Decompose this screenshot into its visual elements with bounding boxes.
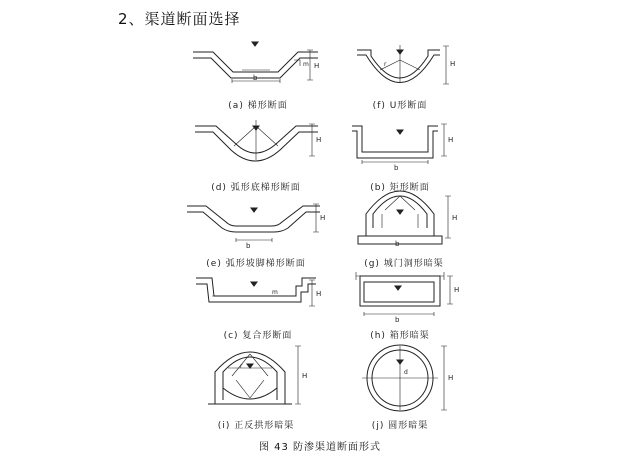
section-e-arc-foot: [187, 204, 320, 242]
section-d-arc-bottom: [195, 120, 318, 161]
section-b-rectangle: [352, 124, 447, 164]
dim-h-b: H: [448, 136, 454, 144]
caption-h: (h) 箱形暗渠: [370, 331, 430, 341]
dim-d-j: d: [404, 369, 408, 376]
caption-d: (d) 弧形底梯形断面: [211, 183, 301, 193]
section-h-box: [356, 272, 453, 316]
dim-b-a: b: [253, 74, 258, 82]
dim-h-d: H: [316, 136, 322, 144]
dim-m-c: m: [272, 289, 278, 296]
section-g-city-gate: [358, 191, 451, 244]
dim-h-h: H: [454, 286, 460, 294]
caption-j: (j) 圆形暗渠: [371, 421, 429, 431]
caption-c: (c) 复合形断面: [223, 331, 293, 341]
dim-b-e: b: [246, 242, 251, 250]
dim-m-a: m: [303, 61, 309, 68]
dim-b-b: b: [394, 164, 399, 172]
section-i-arch: [208, 346, 301, 404]
section-j-circular: [362, 345, 447, 411]
caption-i: (i) 正反拱形暗渠: [217, 421, 295, 431]
dim-r-i: r: [240, 363, 243, 370]
section-heading: 2、渠道断面选择: [118, 10, 241, 28]
dim-h-f: H: [450, 60, 456, 68]
dim-b-g: b: [395, 240, 400, 248]
caption-e: (e) 弧形坡脚梯形断面: [206, 259, 306, 269]
dim-h-j: H: [448, 374, 454, 382]
dim-h-i: H: [302, 372, 308, 380]
dim-h-e: H: [320, 214, 326, 222]
section-f-u-shape: [357, 45, 449, 84]
caption-a: (a) 梯形断面: [228, 101, 288, 111]
dim-h-a: H: [314, 62, 320, 70]
caption-g: (g) 城门洞形暗渠: [364, 259, 444, 269]
dim-r-f: r: [384, 61, 387, 68]
section-c-compound: [196, 278, 316, 306]
caption-f: (f) U形断面: [372, 101, 428, 111]
dim-h-c: H: [316, 290, 322, 298]
dim-b-h: b: [395, 316, 400, 324]
dim-h-g: H: [452, 214, 458, 222]
figure-caption: 图 43 防渗渠道断面形式: [258, 442, 382, 453]
caption-b: (b) 矩形断面: [370, 183, 430, 193]
